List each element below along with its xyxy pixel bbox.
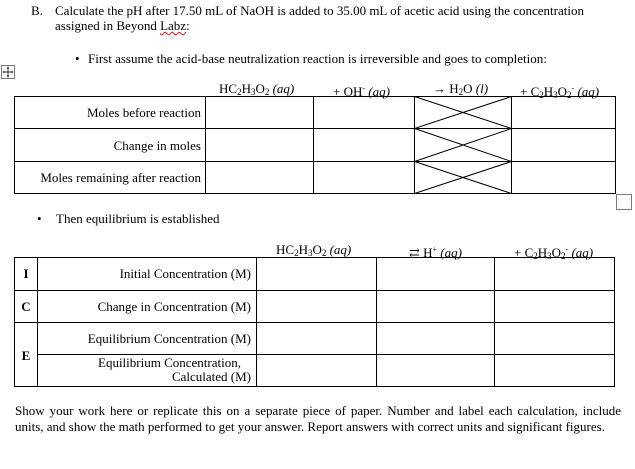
question-text-line2: assigned in Beyond Labz: <box>55 18 190 33</box>
table2-cell-acetate-initial[interactable] <box>495 258 614 290</box>
bullet-marker: • <box>75 51 80 66</box>
table2-row-equilibrium-calculated: Equilibrium Concentration, Calculated (M) <box>98 355 251 384</box>
bullet-marker: • <box>37 211 42 226</box>
spellcheck-word: Labz <box>160 18 187 33</box>
table2-row-change-in-concentration: Change in Concentration (M) <box>97 299 251 314</box>
table2-cell-acid-change[interactable] <box>257 291 376 322</box>
table1-header-acetate: + $C_2H_3O_2^-$ (aq) <box>520 84 600 100</box>
table1-header-water: → $H_2O$ (l) <box>433 81 489 97</box>
table2-cell-acid-calculated[interactable] <box>257 355 376 386</box>
ice-letter-initial: I <box>23 266 29 281</box>
table2-header-acetic-acid: $HC_2H_3O_2$ (aq) <box>276 242 352 258</box>
table2-cell-h-initial[interactable] <box>377 258 494 290</box>
table2-cell-h-equilibrium[interactable] <box>377 323 494 354</box>
table2-cell-h-calculated[interactable] <box>377 355 494 386</box>
table1-row-moles-remaining: Moles remaining after reaction <box>40 170 201 185</box>
table2-row-initial-concentration: Initial Concentration (M) <box>119 266 251 281</box>
table2-cell-acid-equilibrium[interactable] <box>257 323 376 354</box>
question-text-line1: Calculate the pH after 17.50 mL of NaOH is added to 35.00 mL of acetic acid using the concentration <box>55 3 584 18</box>
question-letter: B. <box>31 3 43 18</box>
table2-cell-acid-initial[interactable] <box>257 258 376 290</box>
table2-header-acetate: + $C_2H_3O_2^-$ (aq) <box>514 245 594 261</box>
table1-row-change-in-moles: Change in moles <box>113 138 201 153</box>
bullet-text-neutralization: First assume the acid-base neutralization reaction is irreversible and goes to completion: <box>88 51 547 66</box>
table1-header-hydroxide: + OH- (aq) <box>333 84 390 99</box>
table2-header-hydrogen-ion: ⇄ H+ (aq) <box>409 245 462 260</box>
table2-cell-acetate-equilibrium[interactable] <box>495 323 614 354</box>
table2-cell-acetate-calculated[interactable] <box>495 355 614 386</box>
bullet-text-equilibrium: Then equilibrium is established <box>56 211 220 226</box>
table1-row-moles-before: Moles before reaction <box>86 105 201 120</box>
instructions-paragraph[interactable]: Show your work here or replicate this on a separate piece of paper. Number and label each calculation, include units, and show the math performed to get your answer. Report answers with correct units and significant figures. <box>15 403 621 434</box>
table2-cell-acetate-change[interactable] <box>495 291 614 322</box>
ice-letter-change: C <box>21 299 31 314</box>
table1-header-acetic-acid: $HC_2H_3O_2$ (aq) <box>219 81 295 97</box>
ice-letter-equilibrium: E <box>21 348 31 363</box>
table2-row-equilibrium-concentration: Equilibrium Concentration (M) <box>87 331 251 346</box>
table2-cell-h-change[interactable] <box>377 291 494 322</box>
